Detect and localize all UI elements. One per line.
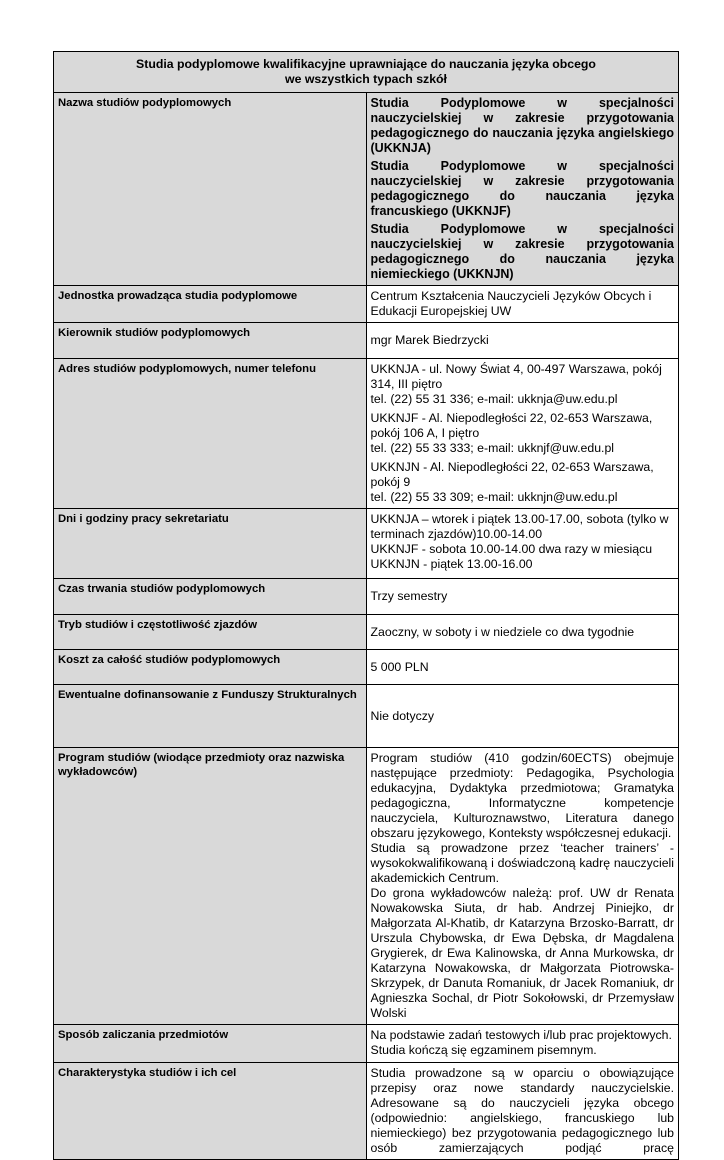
value-charakterystyka: Studia prowadzone są w oparciu o obowiązujące przepisy oraz nowe standardy nauczycielskie. Adresowane są do nauczycieli języka obcego (odpowiednio: angielskiego, francuskiego lub niemieckiego) bez przygotowania pedagogicznego lub osób zamierzających podjąć pracę	[366, 1063, 679, 1160]
row-dni	[54, 509, 679, 579]
table-header-row	[54, 52, 679, 93]
value-czas: Trzy semestry	[366, 579, 679, 615]
value-nazwa	[366, 93, 679, 286]
program-paragraph-2: Studia są prowadzone przez ‘teacher trainers’ - wysokokwalifikowaną i doświadczoną kadrę nauczycieli akademickich Centrum.	[370, 841, 674, 885]
label-sposob: Sposób zaliczania przedmiotów	[54, 1025, 367, 1063]
program-paragraph-1: Program studiów (410 godzin/60ECTS) obejmuje następujące przedmioty: Pedagogika, Psychologia edukacyjna, Dydaktyka przedmiotowa; Gramatyka pedagogiczna, Informatyczne kompetencje nauczyciela, Kulturoznawstwo, Literatura danego obszaru językowego, Konteksty współczesnej edukacji.	[370, 751, 674, 840]
row-koszt	[54, 650, 679, 685]
value-adres	[366, 359, 679, 509]
nazwa-ukknja: Studia Podyplomowe w specjalności nauczycielskiej w zakresie przygotowania pedagogicznego do nauczania języka angielskiego (UKKNJA)	[370, 96, 674, 155]
row-dofinansowanie	[54, 685, 679, 748]
nazwa-ukknjf: Studia Podyplomowe w specjalności nauczycielskiej w zakresie przygotowania pedagogicznego do nauczania języka francuskiego (UKKNJF)	[370, 159, 674, 218]
label-nazwa: Nazwa studiów podyplomowych	[54, 93, 367, 286]
row-czas	[54, 579, 679, 615]
row-nazwa	[54, 93, 679, 286]
row-kierownik	[54, 323, 679, 359]
row-jednostka	[54, 286, 679, 323]
label-koszt: Koszt za całość studiów podyplomowych	[54, 650, 367, 685]
value-koszt: 5 000 PLN	[366, 650, 679, 685]
label-tryb: Tryb studiów i częstotliwość zjazdów	[54, 615, 367, 650]
dni-ukknjf: UKKNJF - sobota 10.00-14.00 dwa razy w miesiącu	[370, 542, 653, 556]
document-sheet	[53, 51, 679, 1160]
adres-ukknjn: UKKNJN - Al. Niepodległości 22, 02-653 Warszawa, pokój 9 tel. (22) 55 33 309; e-mail: ukknjn@uw.edu.pl	[370, 460, 654, 504]
adres-ukknjf: UKKNJF - Al. Niepodległości 22, 02-653 Warszawa, pokój 106 A, I piętro tel. (22) 55 33 333; e-mail: ukknjf@uw.edu.pl	[370, 411, 653, 455]
label-czas: Czas trwania studiów podyplomowych	[54, 579, 367, 615]
value-dofinansowanie: Nie dotyczy	[366, 685, 679, 748]
title-line-2: we wszystkich typach szkół	[285, 72, 447, 86]
nazwa-ukknjn: Studia Podyplomowe w specjalności nauczycielskiej w zakresie przygotowania pedagogicznego do nauczania języka niemieckiego (UKKNJN)	[370, 222, 674, 281]
value-program	[366, 748, 679, 1025]
dni-ukknjn: UKKNJN - piątek 13.00-16.00	[370, 557, 533, 571]
label-jednostka: Jednostka prowadząca studia podyplomowe	[54, 286, 367, 323]
sposob-line-2: Studia kończą się egzaminem pisemnym.	[370, 1043, 597, 1057]
dni-ukknja: UKKNJA – wtorek i piątek 13.00-17.00, sobota (tylko w terminach zjazdów)10.00-14.00	[370, 512, 669, 541]
row-program	[54, 748, 679, 1025]
label-dni: Dni i godziny pracy sekretariatu	[54, 509, 367, 579]
value-dni	[366, 509, 679, 579]
title-line-1: Studia podyplomowe kwalifikacyjne uprawniające do nauczania języka obcego	[136, 57, 596, 71]
sposob-line-1: Na podstawie zadań testowych i/lub prac projektowych.	[370, 1028, 672, 1042]
value-sposob	[366, 1025, 679, 1063]
value-kierownik: mgr Marek Biedrzycki	[366, 323, 679, 359]
table-title	[54, 52, 679, 93]
value-jednostka: Centrum Kształcenia Nauczycieli Języków Obcych i Edukacji Europejskiej UW	[366, 286, 679, 323]
label-charakterystyka: Charakterystyka studiów i ich cel	[54, 1063, 367, 1160]
row-charakterystyka	[54, 1063, 679, 1160]
label-dofinansowanie: Ewentualne dofinansowanie z Funduszy Strukturalnych	[54, 685, 367, 748]
label-adres: Adres studiów podyplomowych, numer telefonu	[54, 359, 367, 509]
row-tryb	[54, 615, 679, 650]
row-adres	[54, 359, 679, 509]
label-kierownik: Kierownik studiów podyplomowych	[54, 323, 367, 359]
program-paragraph-3: Do grona wykładowców należą: prof. UW dr Renata Nowakowska Siuta, dr hab. Andrzej Piniejko, dr Małgorzata Al-Khatib, dr Katarzyna Brzosko-Barratt, dr Urszula Chybowska, dr Ewa Dębska, dr Magdalena Grygierek, dr Ewa Kalinowska, dr Anna Murkowska, dr Katarzyna Nowakowska, dr Małgorzata Piotrowska-Skrzypek, dr Danuta Romaniuk, dr Jacek Romaniuk, dr Agnieszka Sochal, dr Piotr Sokołowski, dr Przemysław Wolski	[370, 886, 674, 1020]
value-tryb: Zaoczny, w soboty i w niedziele co dwa tygodnie	[366, 615, 679, 650]
adres-ukknja: UKKNJA - ul. Nowy Świat 4, 00-497 Warszawa, pokój 314, III piętro tel. (22) 55 31 336; e-mail: ukknja@uw.edu.pl	[370, 362, 662, 406]
row-sposob	[54, 1025, 679, 1063]
label-program: Program studiów (wiodące przedmioty oraz nazwiska wykładowców)	[54, 748, 367, 1025]
info-table	[53, 51, 679, 1160]
